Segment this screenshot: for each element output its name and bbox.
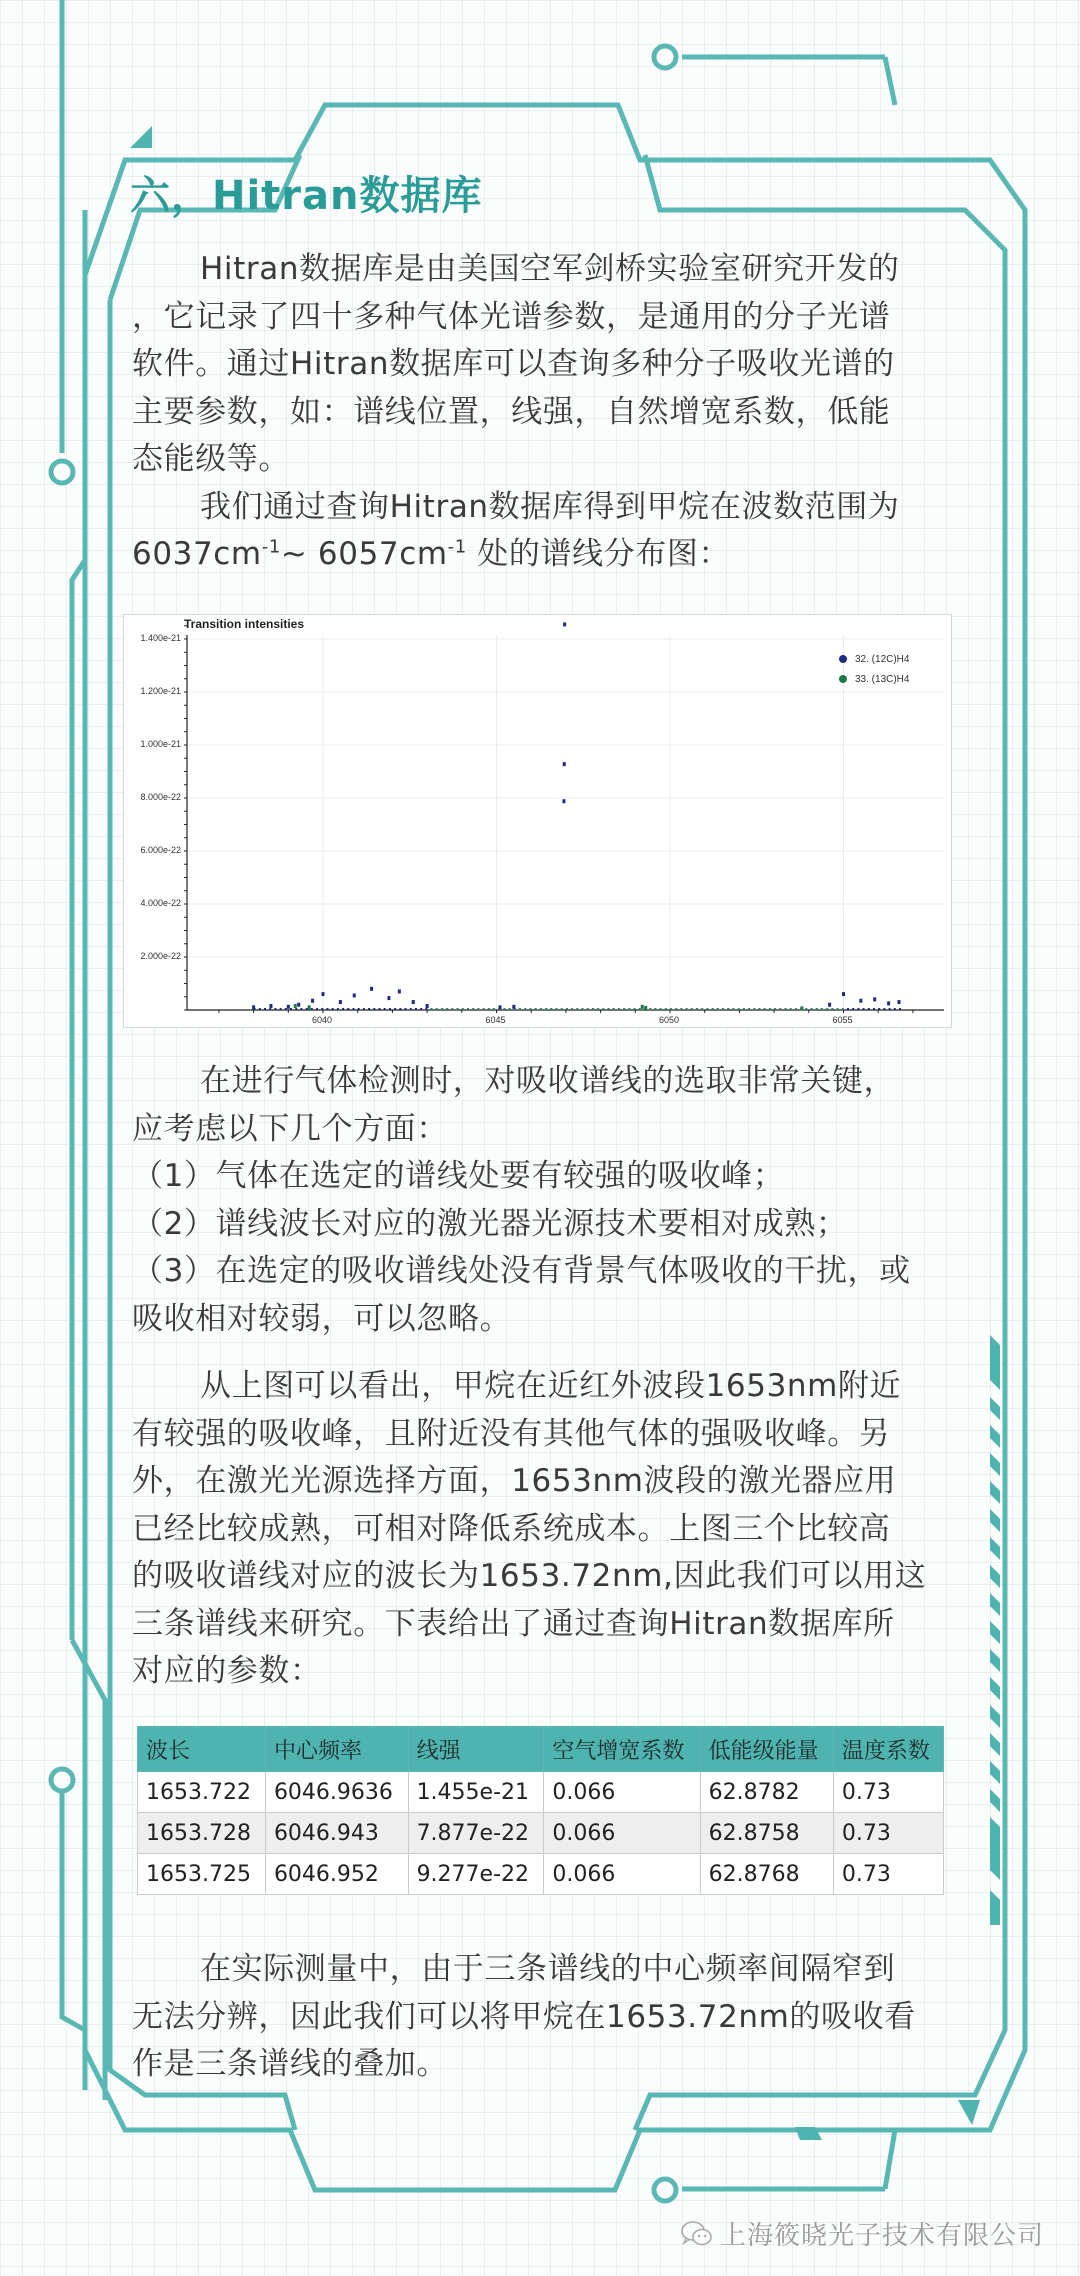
cell: 0.73 xyxy=(833,1772,943,1813)
header-temperature-coefficient: 温度系数 xyxy=(833,1727,943,1772)
x-tick-label: 6055 xyxy=(832,1015,853,1025)
analysis-line-2: 有较强的吸收峰，且附近没有其他气体的强吸收峰。另 xyxy=(132,1415,891,1452)
intro-paragraph xyxy=(132,246,952,579)
header-line-intensity: 线强 xyxy=(408,1727,544,1772)
company-name: 上海筱晓光子技术有限公司 xyxy=(720,2221,1045,2251)
cell: 6046.952 xyxy=(265,1854,408,1895)
analysis-line-4: 已经比较成熟，可相对降低系统成本。上图三个比较高 xyxy=(132,1510,891,1547)
cell: 0.73 xyxy=(833,1813,943,1854)
query-line-1: 我们通过查询Hitran数据库得到甲烷在波数范围为 xyxy=(200,488,900,525)
criteria-item-2: （2）谱线波长对应的激光器光源技术要相对成熟； xyxy=(132,1205,848,1242)
superscript: -1 xyxy=(261,536,281,558)
conclusion-line-2: 无法分辨，因此我们可以将甲烷在1653.72nm的吸收看 xyxy=(132,1998,916,2035)
criteria-item-1: （1）气体在选定的谱线处要有较强的吸收峰； xyxy=(132,1158,785,1194)
criteria-line: 应考虑以下几个方面： xyxy=(132,1110,448,1147)
analysis-line-3: 外，在激光光源选择方面，1653nm波段的激光器应用 xyxy=(132,1463,897,1499)
cell: 0.066 xyxy=(544,1854,700,1895)
header-center-frequency: 中心频率 xyxy=(265,1727,408,1772)
y-tick-label: 8.000e-22 xyxy=(140,792,181,802)
wavenumber-start: 6037cm xyxy=(132,536,262,572)
criteria-item-3: （3）在选定的吸收谱线处没有背景气体吸收的干扰，或 xyxy=(132,1253,911,1289)
table-row xyxy=(138,1772,944,1813)
wavenumber-end: ~ 6057cm xyxy=(280,536,448,572)
y-tick-label: 1.400e-21 xyxy=(140,633,181,643)
y-tick-label: 6.000e-22 xyxy=(140,845,181,855)
header-wavelength: 波长 xyxy=(138,1727,266,1772)
y-tick-label: 4.000e-22 xyxy=(140,898,181,908)
intro-line-5: 态能级等。 xyxy=(132,441,290,477)
cell: 1653.722 xyxy=(138,1772,266,1813)
cell: 0.73 xyxy=(833,1854,943,1895)
analysis-line-5: 的吸收谱线对应的波长为1653.72nm,因此我们可以用这 xyxy=(132,1558,927,1594)
x-tick-label: 6045 xyxy=(485,1015,506,1025)
hitran-parameters-table xyxy=(137,1726,944,1895)
cell: 62.8758 xyxy=(700,1813,833,1854)
intro-line-4: 主要参数，如：谱线位置，线强，自然增宽系数，低能 xyxy=(132,393,891,430)
intro-line-2: ，它记录了四十多种气体光谱参数，是通用的分子光谱 xyxy=(132,298,891,335)
chart-plot xyxy=(124,615,951,1027)
legend-label: 33. (13C)H4 xyxy=(855,673,910,685)
y-tick-label: 1.000e-21 xyxy=(140,739,181,749)
legend-dot-icon xyxy=(839,655,847,663)
intro-line-3: 软件。通过Hitran数据库可以查询多种分子吸收光谱的 xyxy=(132,346,895,382)
conclusion-line-3: 作是三条谱线的叠加。 xyxy=(132,2046,448,2082)
intro-line-1: Hitran数据库是由美国空军剑桥实验室研究开发的 xyxy=(200,251,900,287)
cell: 1.455e-21 xyxy=(408,1772,544,1813)
legend-dot-icon xyxy=(839,675,847,683)
cell: 6046.9636 xyxy=(265,1772,408,1813)
transition-intensities-chart xyxy=(123,614,952,1028)
selection-criteria-paragraph xyxy=(132,1058,952,1343)
cell: 6046.943 xyxy=(265,1813,408,1854)
table-row xyxy=(138,1854,944,1895)
y-tick-label: 2.000e-22 xyxy=(140,951,181,961)
analysis-line-1: 从上图可以看出，甲烷在近红外波段1653nm附近 xyxy=(200,1368,902,1404)
legend-item-12ch4 xyxy=(839,649,939,669)
chart-title: Transition intensities xyxy=(184,617,305,631)
cell: 1653.728 xyxy=(138,1813,266,1854)
criteria-intro: 在进行气体检测时，对吸收谱线的选取非常关键， xyxy=(200,1063,896,1099)
analysis-line-6: 三条谱线来研究。下表给出了通过查询Hitran数据库所 xyxy=(132,1605,895,1642)
cell: 0.066 xyxy=(544,1772,700,1813)
cell: 0.066 xyxy=(544,1813,700,1854)
footer-watermark xyxy=(680,2215,1044,2252)
query-line-2 xyxy=(132,531,952,579)
top-node-circle xyxy=(654,46,676,68)
legend-item-13ch4 xyxy=(839,669,939,689)
analysis-paragraph xyxy=(132,1363,952,1696)
cell: 9.277e-22 xyxy=(408,1854,544,1895)
analysis-line-7: 对应的参数： xyxy=(132,1653,322,1689)
header-lower-state-energy: 低能级能量 xyxy=(700,1727,833,1772)
chart-legend xyxy=(839,649,939,689)
x-tick-label: 6050 xyxy=(659,1015,680,1025)
table-header-row xyxy=(138,1727,944,1772)
cell: 62.8782 xyxy=(700,1772,833,1813)
cell: 7.877e-22 xyxy=(408,1813,544,1854)
wechat-icon xyxy=(680,2220,714,2248)
section-title: 六，Hitran数据库 xyxy=(130,173,483,219)
legend-label: 32. (12C)H4 xyxy=(855,653,910,665)
header-air-broadening: 空气增宽系数 xyxy=(544,1727,700,1772)
table-row xyxy=(138,1813,944,1854)
y-tick-label: 1.200e-21 xyxy=(140,686,181,696)
cell: 62.8768 xyxy=(700,1854,833,1895)
x-tick-label: 6040 xyxy=(312,1015,333,1025)
criteria-item-3-cont: 吸收相对较弱，可以忽略。 xyxy=(132,1300,512,1337)
conclusion-line-1: 在实际测量中，由于三条谱线的中心频率间隔窄到 xyxy=(200,1951,896,1987)
superscript: -1 xyxy=(447,536,467,558)
conclusion-paragraph xyxy=(132,1946,952,2089)
query-suffix: 处的谱线分布图： xyxy=(466,536,731,572)
cell: 1653.725 xyxy=(138,1854,266,1895)
